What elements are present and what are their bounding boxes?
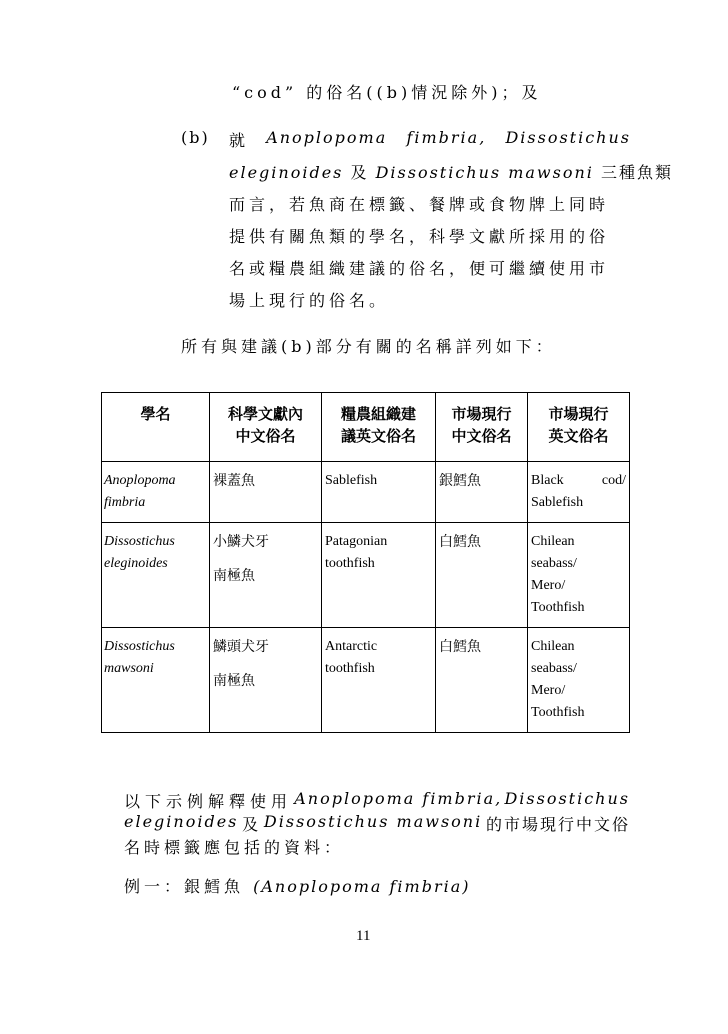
cell-literature-chinese: 裸蓋魚 [210,462,322,523]
item-b-word-1: 就 [229,131,248,150]
item-b-line1 [229,128,631,151]
cell-scientific-name: Dissostichus mawsoni [102,628,210,733]
item-b-line5: 名或糧農組織建議的俗名，便可繼續使用市 [229,259,610,278]
example-1-label: 例一：銀鱈魚 [124,877,245,896]
item-a-tail: “cod” 的俗名((b)情況除外)；及 [232,83,542,102]
example-para-l1-a: 以下示例解釋使用 [124,792,293,811]
cell-scientific-name: Anoplopoma fimbria [102,462,210,523]
example-1-sci: (Anoplopoma fimbria) [253,877,471,896]
item-b-line3: 而言，若魚商在標籤、餐牌或食物牌上同時 [229,195,610,214]
header-fao-english: 糧農組織建 議英文俗名 [322,393,436,462]
example-para-line3: 名時標籤應包括的資料： [124,838,345,857]
item-b-line6: 場上現行的俗名。 [229,291,390,310]
header-market-english: 市場現行 英文俗名 [528,393,630,462]
example-para-l2-b: 及 [242,815,261,834]
item-b-line2-sci1: eleginoides [229,163,344,182]
example-para-line2 [124,812,630,835]
page-number: 11 [356,928,371,944]
table-intro: 所有與建議(b)部分有關的名稱詳列如下： [181,337,556,356]
cell-literature-chinese: 小鱗犬牙 南極魚 [210,523,322,628]
item-b-label: (b) [181,128,210,147]
cell-market-english: Chilean seabass/ Mero/ Toothfish [528,628,630,733]
cell-fao-english: Patagonian toothfish [322,523,436,628]
item-b-word-2: Anoplopoma [266,128,388,147]
table-row [102,628,630,733]
example-para-l2-c: Dissostichus mawsoni [263,812,483,831]
table-row [102,523,630,628]
example-1 [124,874,471,897]
item-b-line2 [229,160,673,183]
cell-scientific-name: Dissostichus eleginoides [102,523,210,628]
item-b-line2-tail: 三種魚類 [593,163,673,182]
cell-market-english: Black cod/ Sablefish [528,462,630,523]
item-b-line4: 提供有關魚類的學名，科學文獻所採用的俗 [229,227,610,246]
example-para-line1 [124,789,630,812]
cell-market-chinese: 白鱈魚 [436,523,528,628]
table-header-row [102,393,630,462]
header-market-chinese: 市場現行 中文俗名 [436,393,528,462]
fish-names-table [101,392,630,733]
table-row [102,462,630,523]
example-para-l2-a: eleginoides [124,812,239,831]
item-b-line2-sci2: Dissostichus mawsoni [375,163,594,182]
cell-fao-english: Antarctic toothfish [322,628,436,733]
example-para-l2-d: 的市場現行中文俗 [485,815,630,834]
cell-literature-chinese: 鱗頭犬牙 南極魚 [210,628,322,733]
cell-market-chinese: 白鱈魚 [436,628,528,733]
item-b-word-3: fimbria, [406,128,487,147]
item-b-word-4: Dissostichus [505,128,631,147]
cell-market-english: Chilean seabass/ Mero/ Toothfish [528,523,630,628]
cell-fao-english: Sablefish [322,462,436,523]
item-b-line2-and: 及 [343,163,376,182]
example-para-l1-b: Anoplopoma fimbria, [294,789,503,808]
header-literature-chinese: 科學文獻內 中文俗名 [210,393,322,462]
header-scientific-name: 學名 [102,393,210,462]
cell-market-chinese: 銀鱈魚 [436,462,528,523]
example-para-l1-c: Dissostichus [504,789,630,808]
